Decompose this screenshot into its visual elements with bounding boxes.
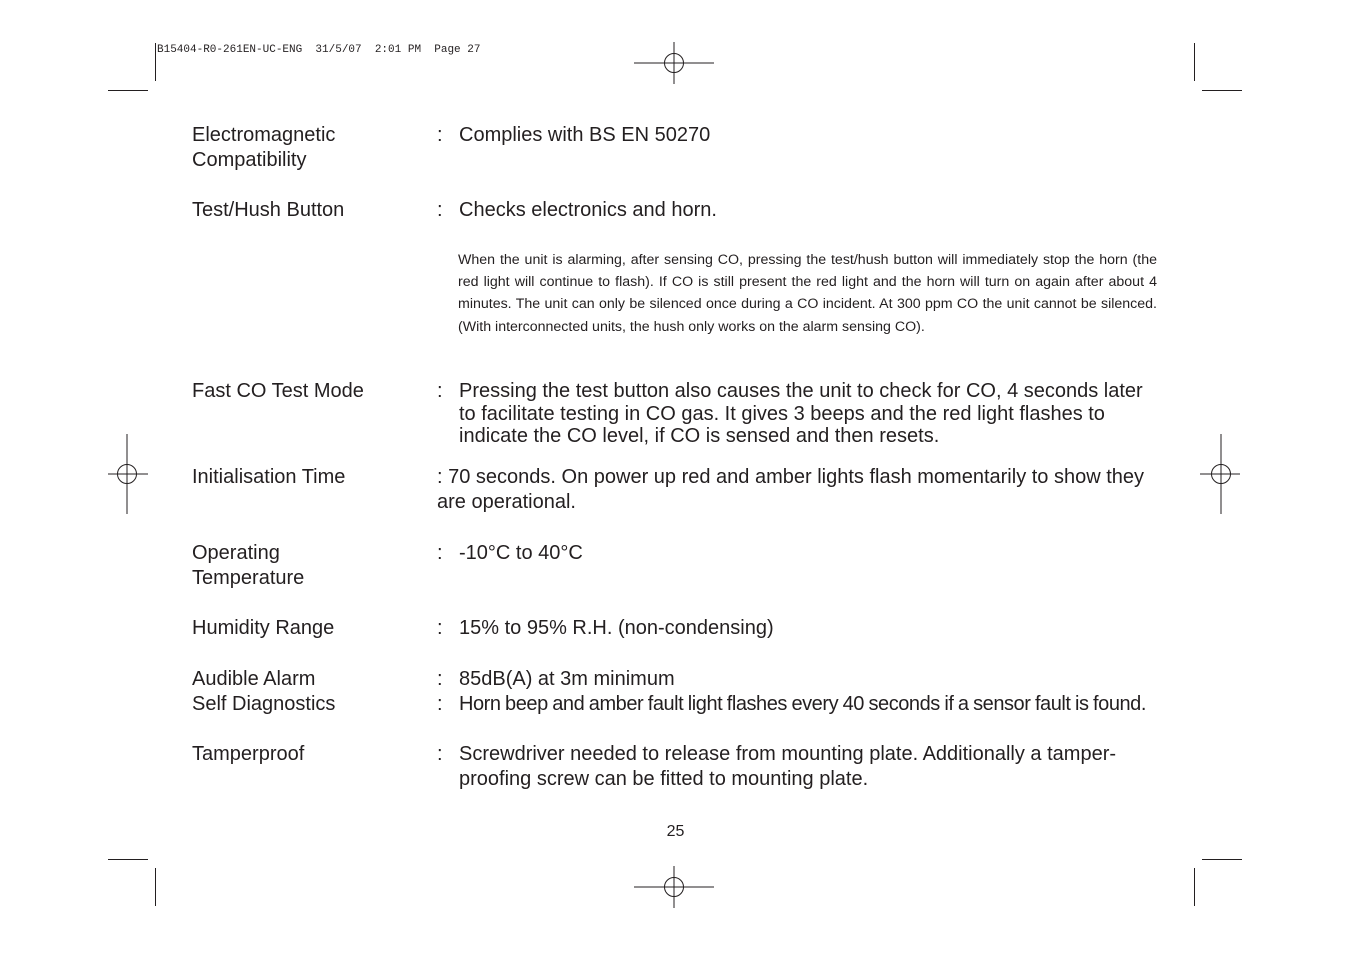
spec-colon: :: [437, 199, 443, 221]
spec-value-emc: Complies with BS EN 50270: [459, 124, 711, 146]
registration-mark-right: [1181, 434, 1261, 514]
print-slug: B15404-R0-261EN-UC-ENG 31/5/07 2:01 PM Page 27: [157, 44, 481, 56]
spec-colon: :: [437, 693, 443, 715]
spec-label-temperature: Operating Temperature: [192, 542, 305, 589]
page-number: 25: [666, 823, 685, 840]
spec-label-audible-alarm: Audible Alarm: [192, 668, 316, 690]
spec-label-fast-co: Fast CO Test Mode: [192, 380, 364, 402]
spec-label-self-diagnostics: Self Diagnostics: [192, 693, 336, 715]
spec-label-tamperproof: Tamperproof: [192, 743, 305, 765]
spec-value-test-hush: Checks electronics and horn.: [459, 199, 717, 221]
spec-label-humidity: Humidity Range: [192, 617, 335, 639]
spec-value-audible-alarm: 85dB(A) at 3m minimum: [459, 668, 675, 690]
spec-label-emc: Electromagnetic Compatibility: [192, 124, 336, 171]
registration-mark-top: [634, 23, 714, 103]
spec-note-test-hush: When the unit is alarming, after sensing CO, pressing the test/hush button will immediately stop the horn (the red light will continue to flash). If CO is still present the red light and the horn will turn on again after about 4 minutes. The unit can only be silenced once during a CO incident. At 300 ppm CO the unit cannot be silenced. (With interconnected units, the hush only works on the alarm sensing CO).: [458, 252, 1157, 335]
spec-label-init-time: Initialisation Time: [192, 466, 346, 488]
crop-mark-bottom-left-h: [108, 859, 148, 860]
spec-colon: :: [437, 743, 443, 765]
spec-colon: :: [437, 124, 443, 146]
crop-mark-top-left-h: [108, 90, 148, 91]
spec-colon: :: [437, 542, 443, 564]
crop-mark-bottom-right-h: [1202, 859, 1242, 860]
spec-value-self-diagnostics: Horn beep and amber fault light flashes every 40 seconds if a sensor fault is found.: [459, 693, 1146, 715]
crop-mark-top-right-v: [1194, 43, 1195, 81]
spec-value-humidity: 15% to 95% R.H. (non-condensing): [459, 617, 774, 639]
spec-value-fast-co: Pressing the test button also causes the unit to check for CO, 4 seconds later to facilitate testing in CO gas. It gives 3 beeps and the red light flashes to indicate the CO level, if CO is sensed and then resets.: [459, 380, 1143, 447]
spec-value-init-time: : 70 seconds. On power up red and amber lights flash momentarily to show they are operational.: [437, 466, 1145, 513]
registration-mark-bottom: [634, 847, 714, 927]
crop-mark-top-left-v: [155, 43, 156, 81]
spec-colon: :: [437, 668, 443, 690]
spec-colon: :: [437, 617, 443, 639]
spec-label-test-hush: Test/Hush Button: [192, 199, 345, 221]
registration-mark-left: [87, 434, 167, 514]
spec-colon: :: [437, 380, 443, 402]
spec-value-tamperproof: Screwdriver needed to release from mounting plate. Additionally a tamper-proofing screw can be fitted to mounting plate.: [459, 743, 1117, 790]
spec-value-temperature: -10°C to 40°C: [459, 542, 583, 564]
crop-mark-top-right-h: [1202, 90, 1242, 91]
crop-mark-bottom-left-v: [155, 868, 156, 906]
crop-mark-bottom-right-v: [1194, 868, 1195, 906]
